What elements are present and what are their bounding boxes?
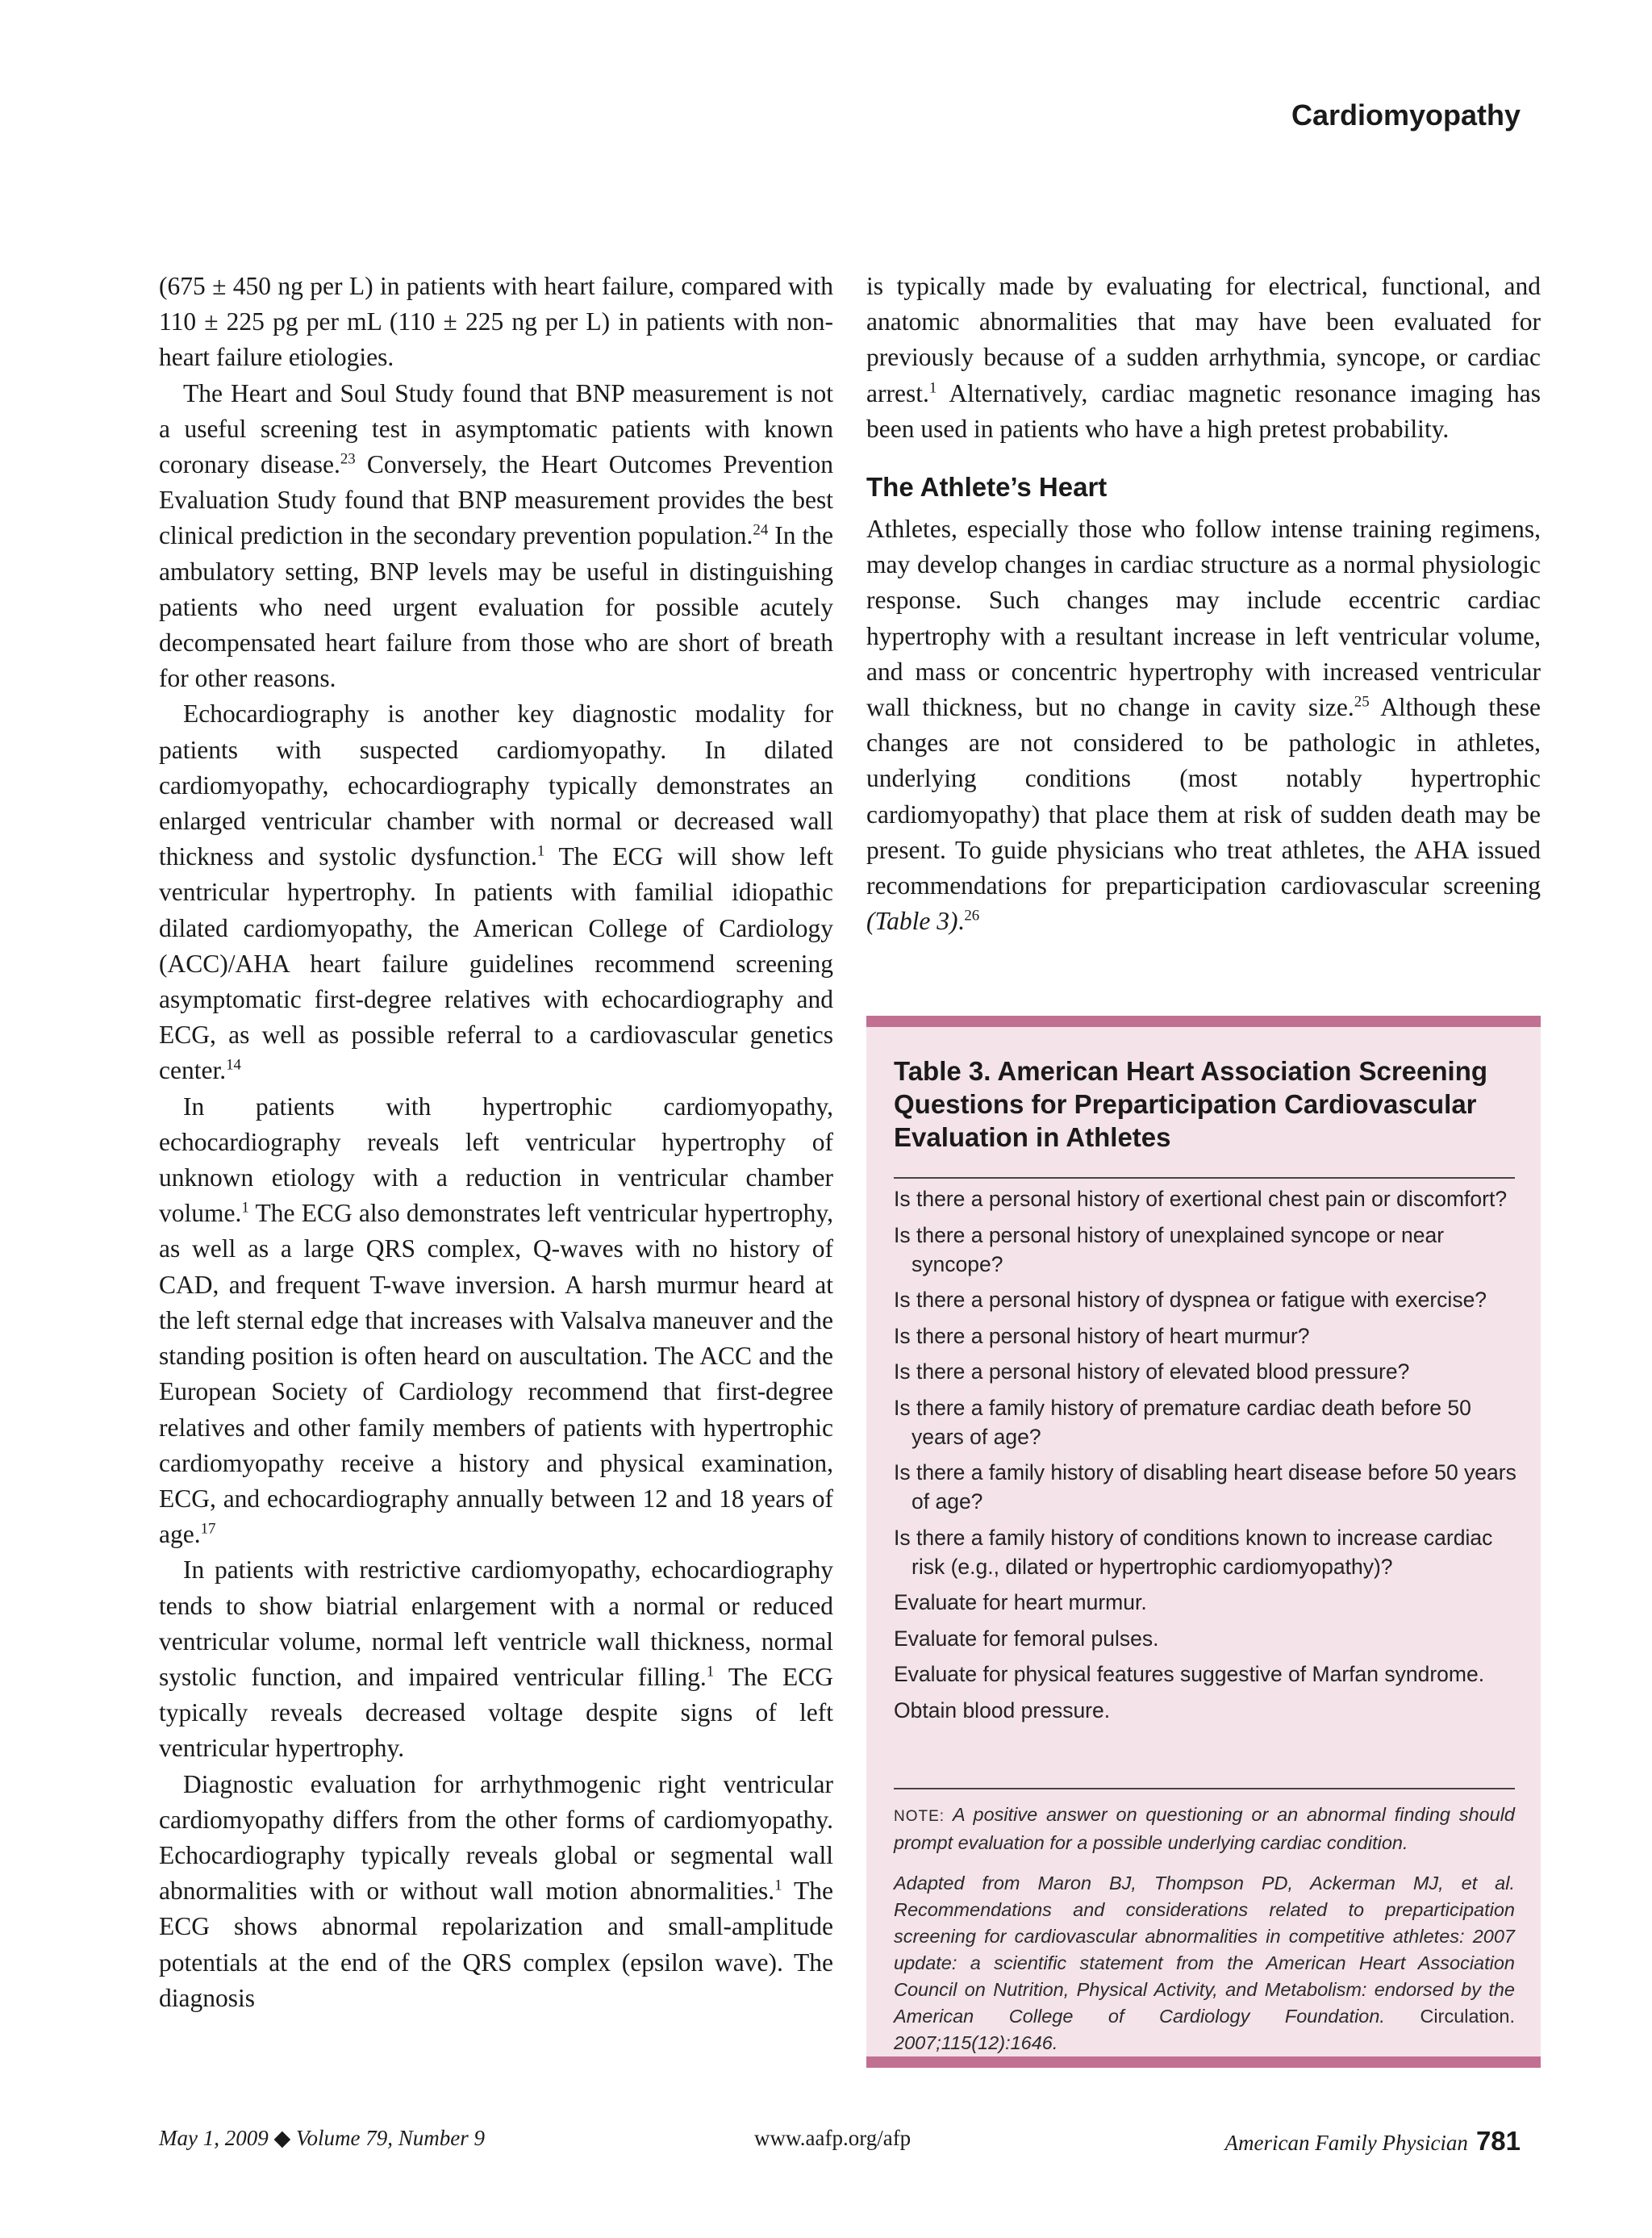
reference: 1 [536,842,545,860]
right-column [866,269,1541,939]
left-paragraph-1 [159,269,833,376]
text: The ECG will show left ventricular hypertrophy. In patients with familial idiopathic dilated cardiomyopathy, the American College of Cardiology (ACC)/AHA heart failure guidelines recommend screening asymptomatic first-degree relatives with echocardiography and ECG, as well as possible referral to a cardiovascular genetics center. [159,842,833,1085]
list-item: Is there a family history of conditions known to increase cardiac risk (e.g., dilated or hypertrophic cardiomyopathy)? [894,1525,1493,1579]
left-paragraph-5 [159,1552,833,1766]
footer-issue: May 1, 2009 ◆ Volume 79, Number 9 [159,2126,485,2150]
table-divider-bottom [894,1788,1515,1789]
table-note [894,1802,1515,1856]
reference: 23 [340,450,356,468]
text: Alternatively, cardiac magnetic resonance imaging has been used in patients who have a high pretest probability. [866,378,1541,443]
footer-journal [1225,2126,1521,2157]
reference: 26 [964,907,980,925]
question-list [894,1184,1523,1731]
right-paragraph-2 [866,511,1541,939]
journal-name: Circulation. [1420,2006,1515,2027]
reference: 1 [706,1663,715,1681]
text: is typically made by evaluating for electrical, functional, and anatomic abnormalities that may have been evaluated for previously because of a sudden arrhythmia, syncope, or cardiac arrest. [866,272,1541,407]
text: . [957,907,965,936]
list-item: Is there a personal history of exertional chest pain or discomfort? [894,1187,1508,1211]
text: The ECG typically reveals decreased voltage despite signs of left ventricular hypertrophy. [159,1662,834,1763]
reference: 24 [753,521,769,539]
text: Conversely, the Heart Outcomes Prevention Evaluation Study found that BNP measurement provides the best clinical prediction in the secondary prevention population. [159,450,834,550]
running-head: Cardiomyopathy [1291,98,1521,132]
list-item: Evaluate for physical features suggestive of Marfan syndrome. [894,1662,1485,1686]
left-paragraph-3 [159,696,833,1088]
table-divider-top [894,1177,1515,1179]
table-title: Table 3. American Heart Association Screening Questions for Preparticipation Cardiovascular Evaluation in Athletes [894,1056,1488,1152]
text: (675 ± 450 ng per L) in patients with heart failure, compared with 110 ± 225 pg per mL (110 ± 225 ng per L) in patients with non-heart failure etiologies. [159,272,833,372]
list-item: Is there a family history of premature cardiac death before 50 years of age? [894,1395,1471,1449]
section-heading: The Athlete’s Heart [866,472,1108,503]
text: Although these changes are not considered to be pathologic in athletes, underlying conditions (most notably hypertrophic cardiomyopathy) that place them at risk of sudden death may be present. To guide physicians who treat athletes, the AHA issued recommendations for preparticipation cardiovascular screening [866,693,1541,900]
list-item: Obtain blood pressure. [894,1697,1111,1722]
note-label: NOTE: [894,1808,945,1825]
journal-name: American Family Physician [1224,2131,1468,2155]
table-reference[interactable]: (Table 3) [866,907,958,936]
text: Athletes, especially those who follow intense training regimens, may develop changes in cardiac structure as a normal physiologic response. Such changes may include eccentric cardiac hypertrophy with a resultant increase in left ventricular volume, and mass or concentric hypertrophy with increased ventricular wall thickness, but no change in cavity size. [866,515,1541,722]
reference: 25 [1354,693,1370,711]
page-number: 781 [1475,2126,1521,2156]
footer-url[interactable]: www.aafp.org/afp [754,2126,912,2150]
reference: 1 [241,1199,249,1217]
reference: 1 [774,1877,782,1894]
text: In patients with hypertrophic cardiomyopathy, echocardiography reveals left ventricular hypertrophy of unknown etiology with a reduction in ventricular chamber volume. [159,1092,833,1228]
text: In patients with restrictive cardiomyopathy, echocardiography tends to show biatrial enlargement with a normal or reduced ventricular volume, normal left ventricle wall thickness, normal systolic function, and impaired ventricular filling. [159,1555,833,1691]
text: Diagnostic evaluation for arrhythmogenic right ventricular cardiomyopathy differs from the other forms of cardiomyopathy. Echocardiography typically reveals global or segmental wall abnormalities with or without wall motion abnormalities. [159,1769,833,1906]
list-item: Is there a personal history of heart murmur? [894,1323,1310,1348]
reference: 14 [226,1056,241,1074]
list-item: Is there a personal history of dyspnea or fatigue with exercise? [894,1288,1487,1312]
reference: 17 [200,1520,216,1538]
text: Adapted from Maron BJ, Thompson PD, Ackerman MJ, et al. Recommendations and considerations related to preparticipation screening for cardiovascular abnormalities in competitive athletes: 2007 update: a scientific statement from the American Heart Association Council on Nutrition, Physical Activity, and Metabolism: endorsed by the American College of Cardiology Foundation. [894,1873,1515,2027]
table-source [894,1870,1515,2056]
left-paragraph-2 [159,376,833,697]
right-paragraph-1 [866,269,1541,447]
text: The Heart and Soul Study found that BNP measurement is not a useful screening test in asymptomatic patients with known coronary disease. [159,378,833,479]
text: A positive answer on questioning or an abnormal finding should prompt evaluation for a possible underlying cardiac condition. [894,1804,1515,1853]
text: In the ambulatory setting, BNP levels may be useful in distinguishing patients who need urgent evaluation for possible acutely decompensated heart failure from those who are short of breath for other reasons. [159,521,833,693]
list-item: Is there a personal history of elevated blood pressure? [894,1359,1410,1384]
list-item: Is there a family history of disabling heart disease before 50 years of age? [894,1460,1516,1514]
left-paragraph-4 [159,1089,833,1553]
reference: 1 [928,379,937,397]
left-paragraph-6 [159,1767,833,2016]
text: The ECG shows abnormal repolarization and small-amplitude potentials at the end of the QRS complex (epsilon wave). The diagnosis [159,1877,834,2012]
text: 2007;115(12):1646. [894,2032,1058,2053]
table-3-box [866,1016,1541,2068]
left-column [159,269,833,2016]
list-item: Is there a personal history of unexplained syncope or near syncope? [894,1222,1445,1276]
text: Echocardiography is another key diagnostic modality for patients with suspected cardiomyopathy. In dilated cardiomyopathy, echocardiography typically demonstrates an enlarged ventricular chamber with normal or decreased wall thickness and systolic dysfunction. [159,699,833,871]
text: The ECG also demonstrates left ventricular hypertrophy, as well as a large QRS complex, Q-waves with no history of CAD, and frequent T-wave inversion. A harsh murmur heard at the left sternal edge that increases with Valsalva maneuver and the standing position is often heard on auscultation. The ACC and the European Society of Cardiology recommend that first-degree relatives and other family members of patients with hypertrophic cardiomyopathy receive a history and physical examination, ECG, and echocardiography annually between 12 and 18 years of age. [159,1199,833,1549]
list-item: Evaluate for heart murmur. [894,1590,1147,1614]
list-item: Evaluate for femoral pulses. [894,1626,1159,1651]
